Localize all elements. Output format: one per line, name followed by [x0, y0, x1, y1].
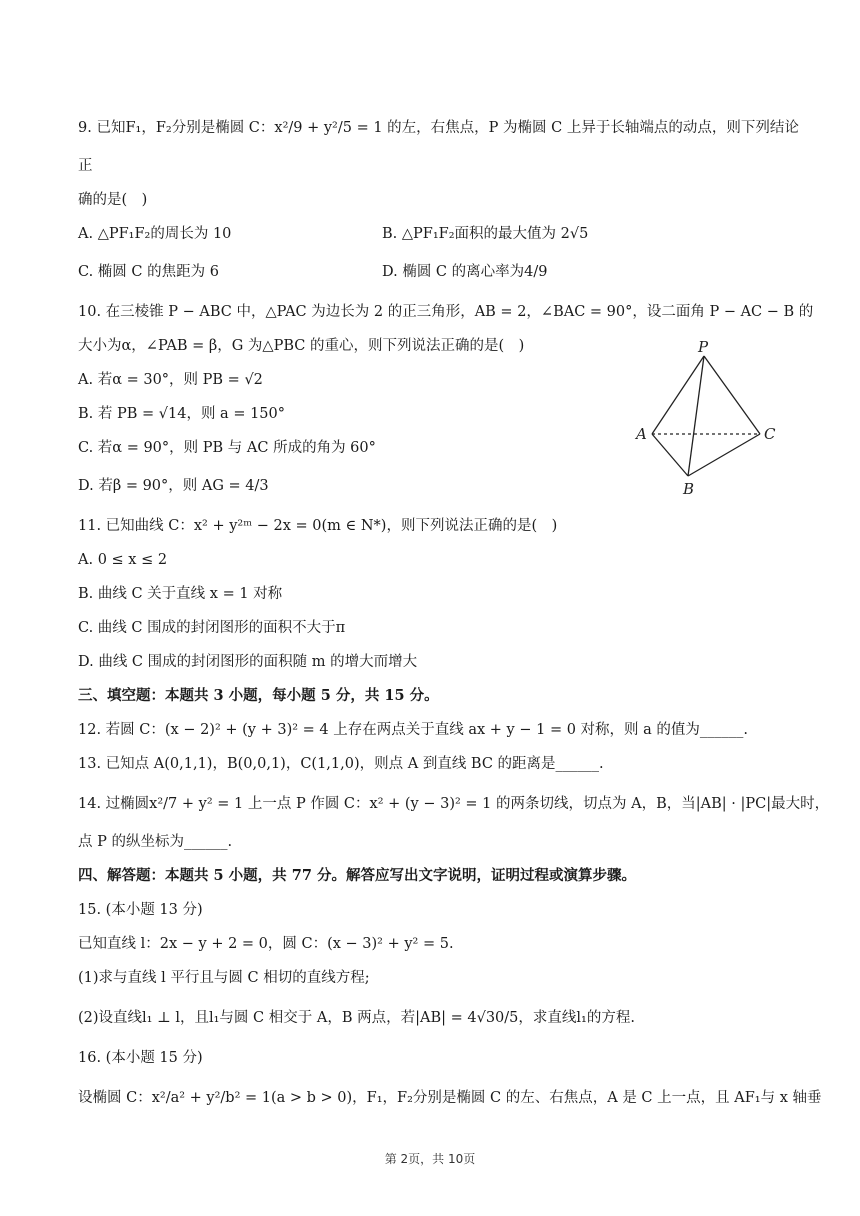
q15-stem: 已知直线 l：2x − y + 2 = 0，圆 C：(x − 3)² + y² = 5. [78, 936, 454, 952]
q10-stem-line1: 10. 在三棱锥 P − ABC 中，△PAC 为边长为 2 的正三角形，AB = 2，∠BAC = 90°，设二面角 P − AC − B 的 [78, 304, 814, 320]
q10-option-b: B. 若 PB = √14，则 a = 150° [78, 406, 285, 422]
q14-line1: 14. 过椭圆x²/7 + y² = 1 上一点 P 作圆 C：x² + (y − 3)² = 1 的两条切线，切点为 A，B，当|AB| · |PC|最大时， [78, 796, 830, 812]
q11-option-d: D. 曲线 C 围成的封闭图形的面积随 m 的增大而增大 [78, 654, 418, 670]
section-3-heading: 三、填空题：本题共 3 小题，每小题 5 分，共 15 分。 [78, 687, 439, 704]
q16-stem: 设椭圆 C：x²/a² + y²/b² = 1(a > b > 0)，F₁，F₂分别是椭圆 C 的左、右焦点，A 是 C 上一点，且 AF₁与 x 轴垂 [78, 1090, 822, 1106]
q12: 12. 若圆 C：(x − 2)² + (y + 3)² = 4 上存在两点关于直线 ax + y − 1 = 0 对称，则 a 的值为______. [78, 722, 749, 738]
edge-bc [688, 434, 760, 476]
q11-option-b: B. 曲线 C 关于直线 x = 1 对称 [78, 586, 283, 602]
q9-option-c: C. 椭圆 C 的焦距为 6 [78, 264, 219, 280]
q10-option-a: A. 若α = 30°，则 PB = √2 [78, 372, 263, 388]
tetrahedron-figure [632, 336, 788, 500]
edge-pc [704, 356, 760, 434]
q16-heading: 16. (本小题 15 分) [78, 1050, 203, 1066]
q15-part-1: (1)求与直线 l 平行且与圆 C 相切的直线方程; [78, 970, 370, 986]
q13: 13. 已知点 A(0,1,1)，B(0,0,1)，C(1,1,0)，则点 A 到直线 BC 的距离是______. [78, 756, 604, 772]
q15-part-2: (2)设直线l₁ ⊥ l，且l₁与圆 C 相交于 A，B 两点，若|AB| = 4√30/5，求直线l₁的方程. [78, 1010, 635, 1026]
q11-option-a: A. 0 ≤ x ≤ 2 [78, 552, 168, 568]
q14-line2: 点 P 的纵坐标为______. [78, 834, 233, 850]
edge-pa [652, 356, 704, 434]
page-footer: 第 2页，共 10页 [384, 1152, 476, 1166]
q9-stem-line2: 正 [78, 158, 93, 174]
q15-heading: 15. (本小题 13 分) [78, 902, 203, 918]
edge-ab [652, 434, 688, 476]
vertex-label-p: P [698, 338, 709, 356]
q11-stem: 11. 已知曲线 C：x² + y²ᵐ − 2x = 0(m ∈ N*)，则下列说法正确的是( ) [78, 518, 558, 534]
section-4-heading: 四、解答题：本题共 5 小题，共 77 分。解答应写出文字说明，证明过程或演算步骤。 [78, 867, 636, 884]
q9-option-d: D. 椭圆 C 的离心率为4/9 [382, 264, 548, 280]
q10-stem-line2: 大小为α，∠PAB = β，G 为△PBC 的重心，则下列说法正确的是( ) [78, 338, 525, 354]
q10-option-c: C. 若α = 90°，则 PB 与 AC 所成的角为 60° [78, 440, 376, 456]
vertex-label-a: A [636, 425, 647, 443]
q11-option-c: C. 曲线 C 围成的封闭图形的面积不大于π [78, 620, 346, 636]
q9-option-a: A. △PF₁F₂的周长为 10 [78, 226, 232, 242]
q10-option-d: D. 若β = 90°，则 AG = 4/3 [78, 478, 269, 494]
q9-stem-line1: 9. 已知F₁，F₂分别是椭圆 C：x²/9 + y²/5 = 1 的左，右焦点，P 为椭圆 C 上异于长轴端点的动点，则下列结论 [78, 120, 799, 136]
edge-pb [688, 356, 704, 476]
vertex-label-c: C [764, 425, 776, 443]
q9-stem-line3: 确的是( ) [78, 192, 148, 208]
q9-option-b: B. △PF₁F₂面积的最大值为 2√5 [382, 226, 589, 242]
vertex-label-b: B [683, 480, 695, 498]
